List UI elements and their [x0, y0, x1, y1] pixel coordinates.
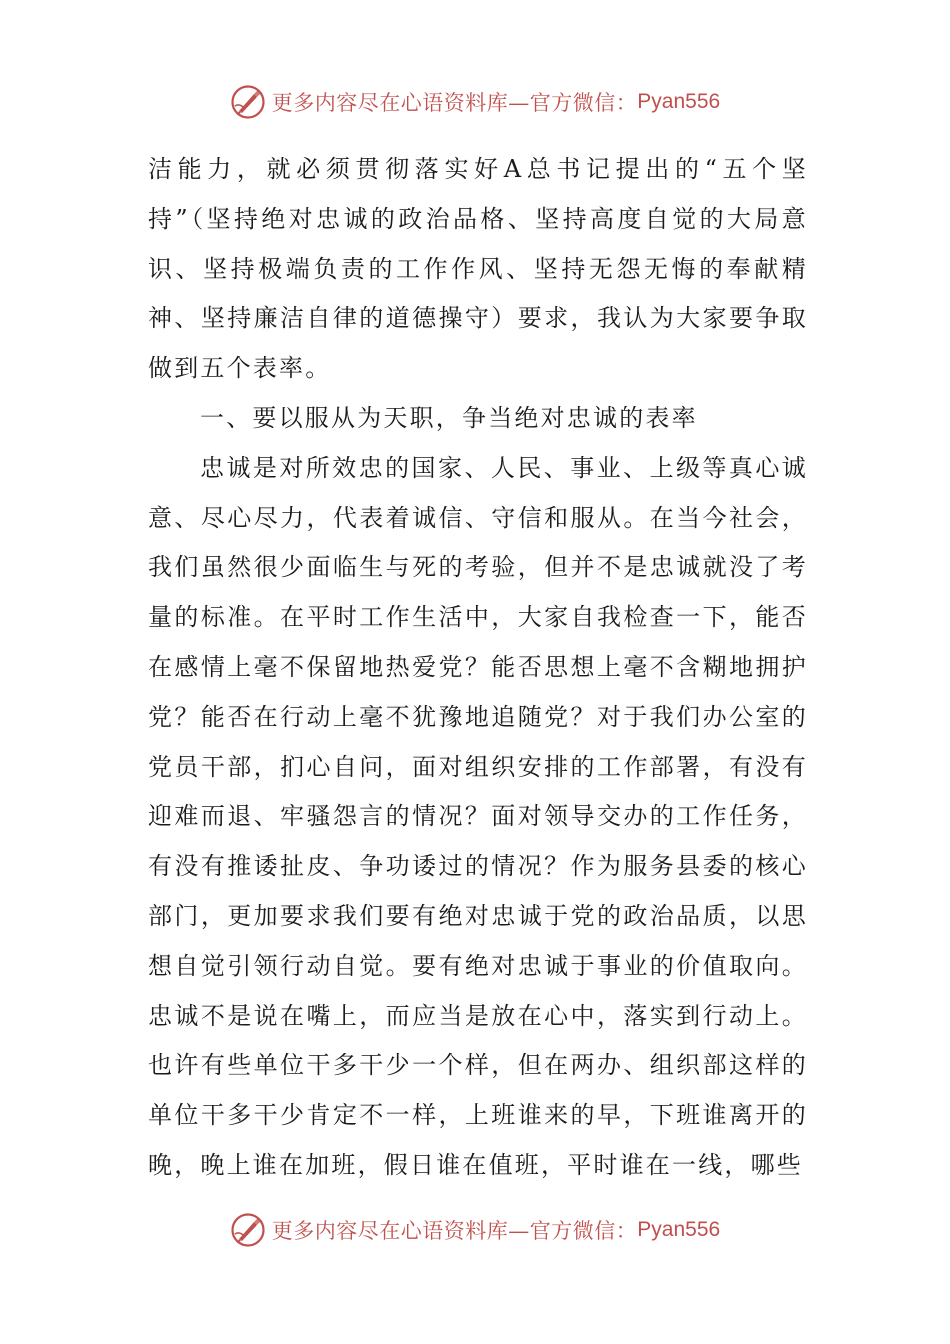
pen-nib-icon [230, 1212, 266, 1248]
header-watermark [0, 80, 950, 124]
watermark-text: 更多内容尽在心语资料库—官方微信： [271, 1219, 638, 1243]
watermark-text: 更多内容尽在心语资料库—官方微信： [271, 91, 638, 115]
footer-watermark [0, 1208, 950, 1252]
section-heading: 一、要以服从为天职，争当绝对忠诚的表率 [200, 403, 698, 432]
watermark-wechat-id: Pyan556 [637, 90, 721, 113]
paragraph: 洁能力，就必须贯彻落实好A总书记提出的“五个坚持”（坚持绝对忠诚的政治品格、坚持高度自觉的大局意识、坚持极端负责的工作作风、坚持无怨无悔的奉献精神、坚持廉洁自律的道德操守）要求，我认为大家要争取做到五个表率。 [148, 155, 808, 383]
watermark-wechat-id: Pyan556 [637, 1218, 721, 1241]
document-body [148, 145, 808, 1191]
pen-nib-icon [230, 84, 266, 120]
paragraph: 忠诚是对所效忠的国家、人民、事业、上级等真心诚意、尽心尽力，代表着诚信、守信和服从。在当今社会，我们虽然很少面临生与死的考验，但并不是忠诚就没了考量的标准。在平时工作生活中，大家自我检查一下，能否在感情上毫不保留地热爱党？能否思想上毫不含糊地拥护党？能否在行动上毫不犹豫地追随党？对于我们办公室的党员干部，扪心自问，面对组织安排的工作部署，有没有迎难而退、牢骚怨言的情况？面对领导交办的工作任务，有没有推诿扯皮、争功诿过的情况？作为服务县委的核心部门，更加要求我们要有绝对忠诚于党的政治品质，以思想自觉引领行动自觉。要有绝对忠诚于事业的价值取向。忠诚不是说在嘴上，而应当是放在心中，落实到行动上。也许有些单位干多干少一个样，但在两办、组织部这样的单位干多干少肯定不一样，上班谁来的早，下班谁离开的晚，晚上谁在加班，假日谁在值班，平时谁在一线，哪些 [148, 453, 808, 1179]
